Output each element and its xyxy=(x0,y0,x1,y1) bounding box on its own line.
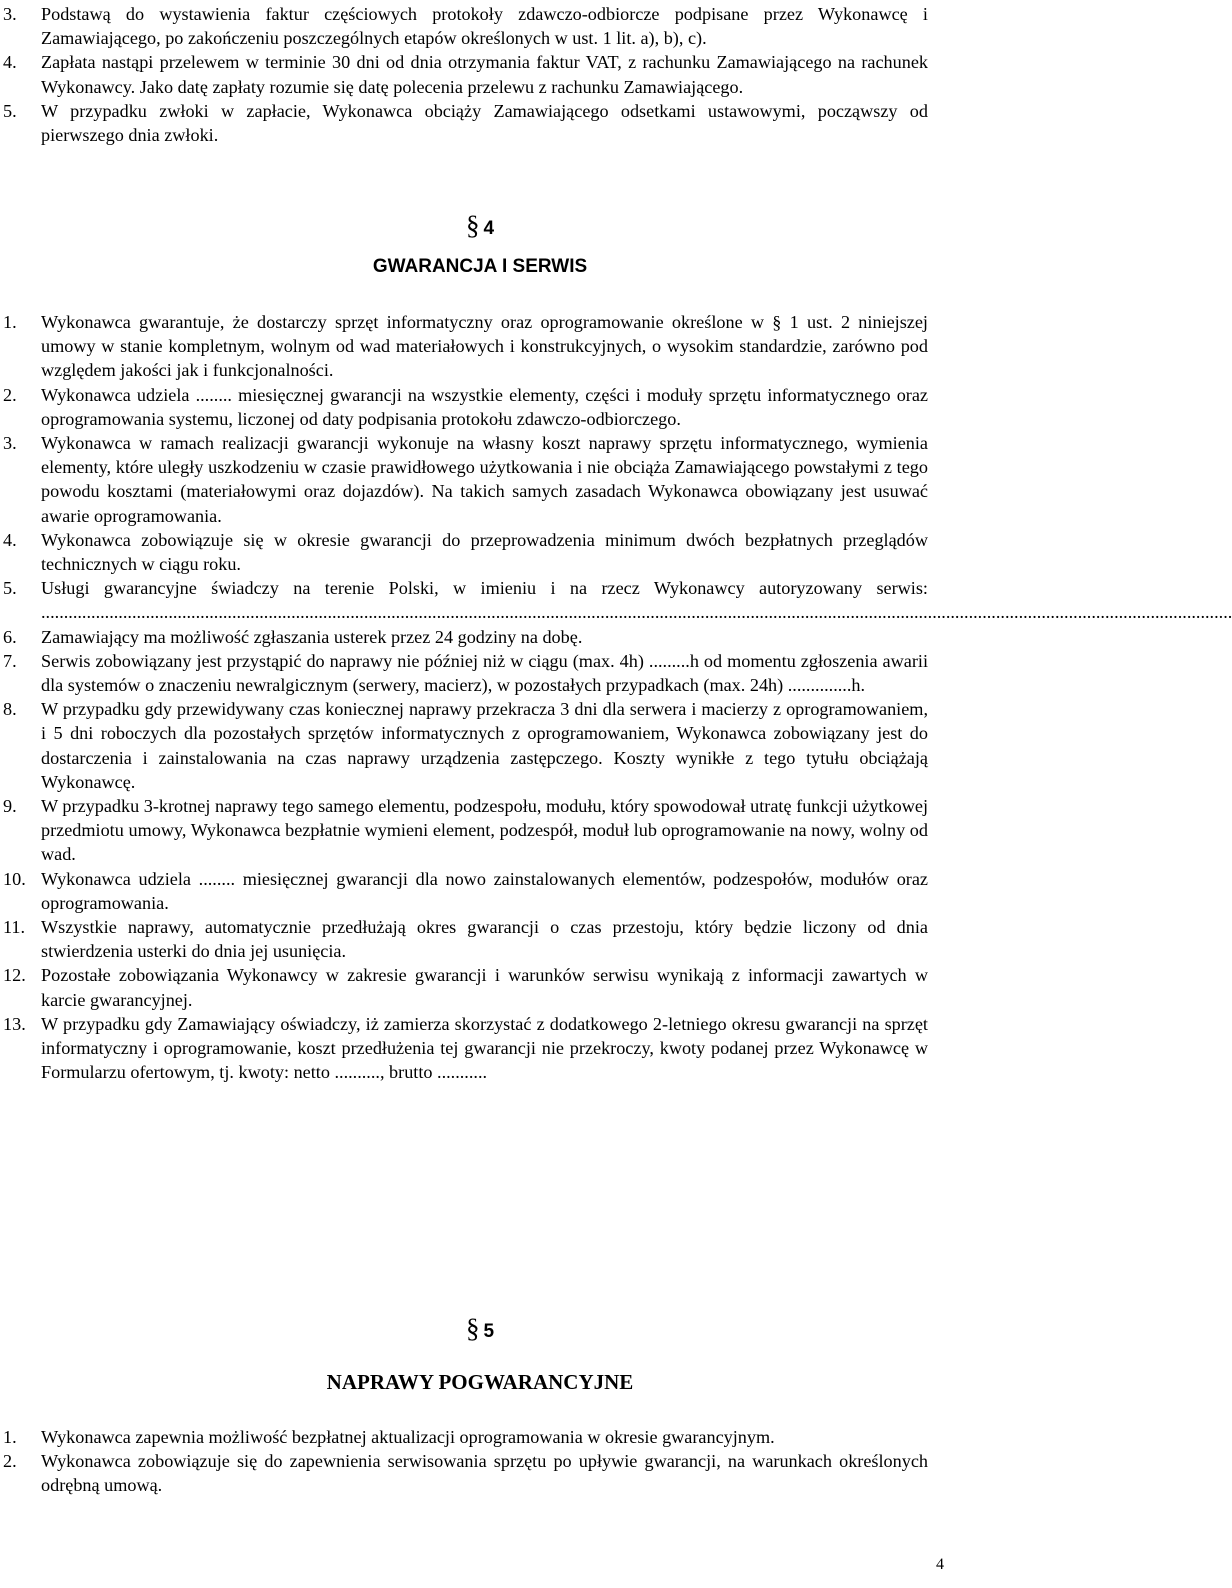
item-text: Podstawą do wystawienia faktur częściowych protokoły zdawczo-odbiorcze podpisane przez Wykonawcę i Zamawiającego, po zakończeniu poszczególnych etapów określonych w ust. 1 lit. a), b), c). xyxy=(41,4,928,49)
page-number: 4 xyxy=(936,1556,944,1573)
section-4-title-wrap xyxy=(0,256,960,278)
section-5-list xyxy=(3,1425,944,1498)
section-title: GWARANCJA I SERWIS xyxy=(372,256,588,277)
item-number: 2. xyxy=(3,1451,17,1472)
item-number: 5. xyxy=(3,578,17,599)
list-item xyxy=(3,1012,944,1085)
list-item xyxy=(3,528,944,576)
item-text: Wykonawca zobowiązuje się w okresie gwarancji do przeprowadzenia minimum dwóch bezpłatnych przeglądów technicznych w ciągu roku. xyxy=(41,529,928,575)
item-text: Wszystkie naprawy, automatycznie przedłużają okres gwarancji o czas przestoju, który będzie liczony od dnia stwierdzenia usterki do dnia jej usunięcia. xyxy=(41,917,928,962)
list-item xyxy=(3,576,1232,624)
item-text: Usługi gwarancyjne świadczy na terenie Polski, w imieniu i na rzecz Wykonawcy autoryzowany serwis: ...................................................................................................................................................................................................................................................................... xyxy=(41,578,1232,623)
list-item xyxy=(3,867,944,915)
item-number: 4. xyxy=(3,52,17,73)
item-number: 7. xyxy=(3,650,17,671)
list-item xyxy=(3,963,944,1011)
section-5-title-wrap xyxy=(0,1370,960,1395)
list-item xyxy=(3,2,944,50)
section-number-value: 5 xyxy=(483,1321,495,1342)
item-number: 3. xyxy=(3,4,17,24)
item-number: 1. xyxy=(3,1427,17,1447)
item-text: Wykonawca udziela ........ miesięcznej gwarancji na wszystkie elementy, części i moduły sprzętu informatycznego oraz oprogramowania systemu, liczonej od daty podpisania protokołu zdawczo-odbiorczego. xyxy=(41,384,928,429)
item-number: 10. xyxy=(3,868,26,889)
item-text: Wykonawca zobowiązuje się do zapewnienia serwisowania sprzętu po upływie gwarancji, na warunkach określonych odrębną umową. xyxy=(41,1451,928,1496)
section-4-heading xyxy=(0,210,960,241)
section-3-continuation xyxy=(3,2,944,147)
section-5-heading xyxy=(0,1313,960,1344)
list-item xyxy=(3,383,944,431)
list-item xyxy=(3,310,944,383)
item-number: 8. xyxy=(3,699,17,720)
list-item xyxy=(3,649,944,697)
item-text: Serwis zobowiązany jest przystąpić do naprawy nie później niż w ciągu (max. 4h) .........h od momentu zgłoszenia awarii dla systemów o znaczeniu newralgicznym (serwery, macierz), w pozostałych przypadkach (max. 24h) ..............h. xyxy=(41,650,928,696)
section-number-value: 4 xyxy=(483,218,495,239)
item-number: 6. xyxy=(3,626,17,647)
item-number: 1. xyxy=(3,312,17,332)
item-number: 3. xyxy=(3,433,17,454)
list-item xyxy=(3,697,944,794)
section-number xyxy=(0,1313,960,1344)
section-title: NAPRAWY POGWARANCYJNE xyxy=(326,1370,634,1394)
item-text: W przypadku zwłoki w zapłacie, Wykonawca obciąży Zamawiającego odsetkami ustawowymi, począwszy od pierwszego dnia zwłoki. xyxy=(41,100,928,146)
item-text: W przypadku gdy Zamawiający oświadczy, iż zamierza skorzystać z dodatkowego 2-letniego okresu gwarancji na sprzęt informatyczny i oprogramowanie, koszt przedłużenia tej gwarancji nie przekroczy, kwoty podanej przez Wykonawcę w Formularzu ofertowym, tj. kwoty: netto .........., brutto ........... xyxy=(41,1013,928,1083)
list-item xyxy=(3,625,944,649)
item-text: Zapłata nastąpi przelewem w terminie 30 dni od dnia otrzymania faktur VAT, z rachunku Zamawiającego na rachunek Wykonawcy. Jako datę zapłaty rozumie się datę polecenia przelewu z rachunku Zamawiającego. xyxy=(41,52,928,97)
item-text: W przypadku 3-krotnej naprawy tego samego elementu, podzespołu, modułu, który spowodował utratę funkcji użytkowej przedmiotu umowy, Wykonawca bezpłatnie wymieni element, podzespół, moduł lub oprogramowanie na nowy, wolny od wad. xyxy=(41,796,928,865)
item-number: 4. xyxy=(3,529,17,550)
item-text: Wykonawca gwarantuje, że dostarczy sprzęt informatyczny oraz oprogramowanie określone w § 1 ust. 2 niniejszej umowy w stanie kompletnym, wolnym od wad materiałowych i konstrukcyjnych, o wysokim standardzie, zarówno pod względem jakości jak i funkcjonalności. xyxy=(41,312,928,381)
list-item xyxy=(3,99,944,147)
list-item xyxy=(3,431,944,528)
item-number: 5. xyxy=(3,100,17,121)
section-number xyxy=(0,210,960,241)
list-item xyxy=(3,794,944,867)
list-item xyxy=(3,915,944,963)
item-number: 13. xyxy=(3,1013,26,1034)
list-item xyxy=(3,50,944,98)
section-symbol: § xyxy=(465,210,480,240)
item-text: Wykonawca zapewnia możliwość bezpłatnej aktualizacji oprogramowania w okresie gwarancyjnym. xyxy=(41,1427,775,1447)
list-item xyxy=(3,1449,944,1497)
item-text: Zamawiający ma możliwość zgłaszania usterek przez 24 godziny na dobę. xyxy=(41,626,583,647)
item-number: 12. xyxy=(3,965,26,986)
list-item xyxy=(3,1425,944,1449)
item-text: W przypadku gdy przewidywany czas koniecznej naprawy przekracza 3 dni dla serwera i macierzy z oprogramowaniem, i 5 dni roboczych dla pozostałych sprzętów informatycznych z oprogramowaniem, Wykonawca zobowiązany jest do dostarczenia i zainstalowania na czas naprawy urządzenia zastępczego. Koszty wynikłe z tego tytułu obciążają Wykonawcę. xyxy=(41,699,928,792)
section-symbol: § xyxy=(465,1313,480,1343)
item-text: Wykonawca udziela ........ miesięcznej gwarancji dla nowo zainstalowanych elementów, podzespołów, modułów oraz oprogramowania. xyxy=(41,868,928,913)
item-number: 11. xyxy=(3,917,26,938)
section-4-list xyxy=(3,310,1232,1085)
item-text: Wykonawca w ramach realizacji gwarancji wykonuje na własny koszt naprawy sprzętu informatycznego, wymienia elementy, które uległy uszkodzeniu w czasie prawidłowego użytkowania i nie obciąża Zamawiającego powstałymi z tego powodu kosztami (materiałowymi oraz dojazdów). Na takich samych zasadach Wykonawca obowiązany jest usuwać awarie oprogramowania. xyxy=(41,433,928,526)
item-number: 2. xyxy=(3,384,17,405)
item-number: 9. xyxy=(3,796,17,817)
item-text: Pozostałe zobowiązania Wykonawcy w zakresie gwarancji i warunków serwisu wynikają z informacji zawartych w karcie gwarancyjnej. xyxy=(41,965,928,1010)
